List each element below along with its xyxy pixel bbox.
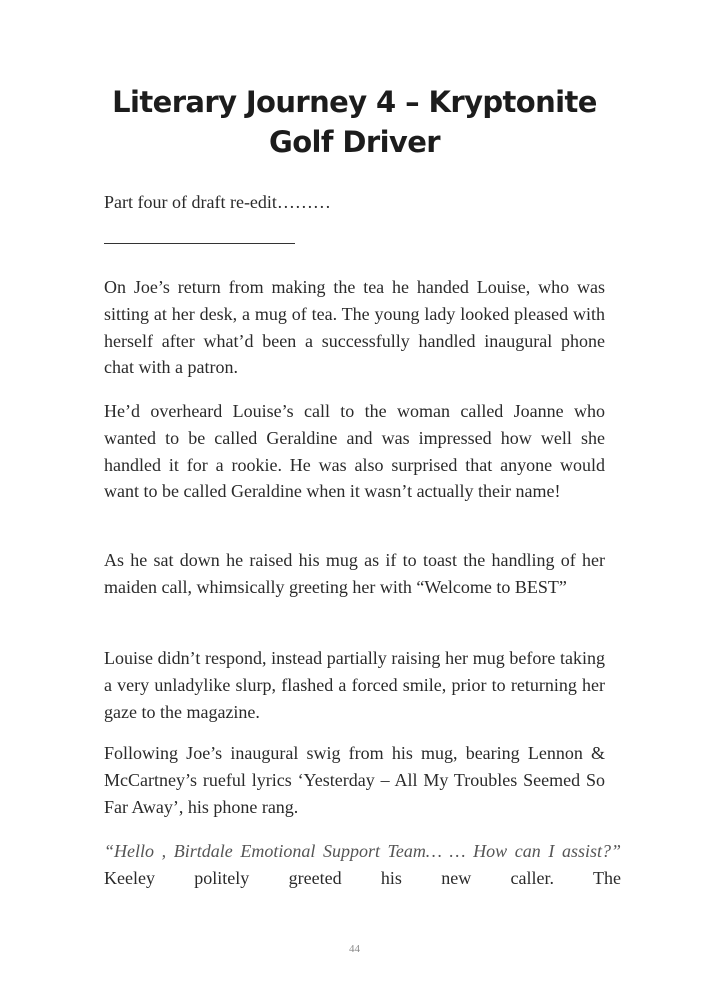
title-line-2: Golf Driver	[269, 125, 440, 159]
page-title	[60, 82, 649, 162]
section-divider	[104, 243, 295, 244]
paragraph-6	[104, 838, 621, 892]
paragraph-3: As he sat down he raised his mug as if to toast the handling of her maiden call, whimsically greeting her with “Welcome to BEST”	[104, 550, 605, 597]
title-line-1: Literary Journey 4 – Kryptonite	[112, 85, 597, 119]
paragraph-2: He’d overheard Louise’s call to the woman called Joanne who wanted to be called Geraldine and was impressed how well she handled it for a rookie. He was also surprised that anyone would want to be called Geraldine when it wasn’t actually their name!	[104, 401, 605, 502]
paragraph-6-text: Keeley politely greeted his new caller. The	[104, 867, 621, 888]
intro-text: Part four of draft re-edit………	[104, 192, 331, 212]
caller-greeting-quote: “Hello , Birtdale Emotional Support Team… … How can I assist?”	[104, 841, 621, 861]
paragraph-5: Following Joe’s inaugural swig from his mug, bearing Lennon & McCartney’s rueful lyrics ‘Yesterday – All My Troubles Seemed So Far Away’, his phone rang.	[104, 743, 605, 817]
page-number: 44	[349, 943, 360, 955]
paragraph-4: Louise didn’t respond, instead partially raising her mug before taking a very unladylike slurp, flashed a forced smile, prior to returning her gaze to the magazine.	[104, 648, 605, 722]
paragraph-1: On Joe’s return from making the tea he handed Louise, who was sitting at her desk, a mug of tea. The young lady looked pleased with herself after what’d been a successfully handled inaugural phone chat with a patron.	[104, 277, 605, 378]
